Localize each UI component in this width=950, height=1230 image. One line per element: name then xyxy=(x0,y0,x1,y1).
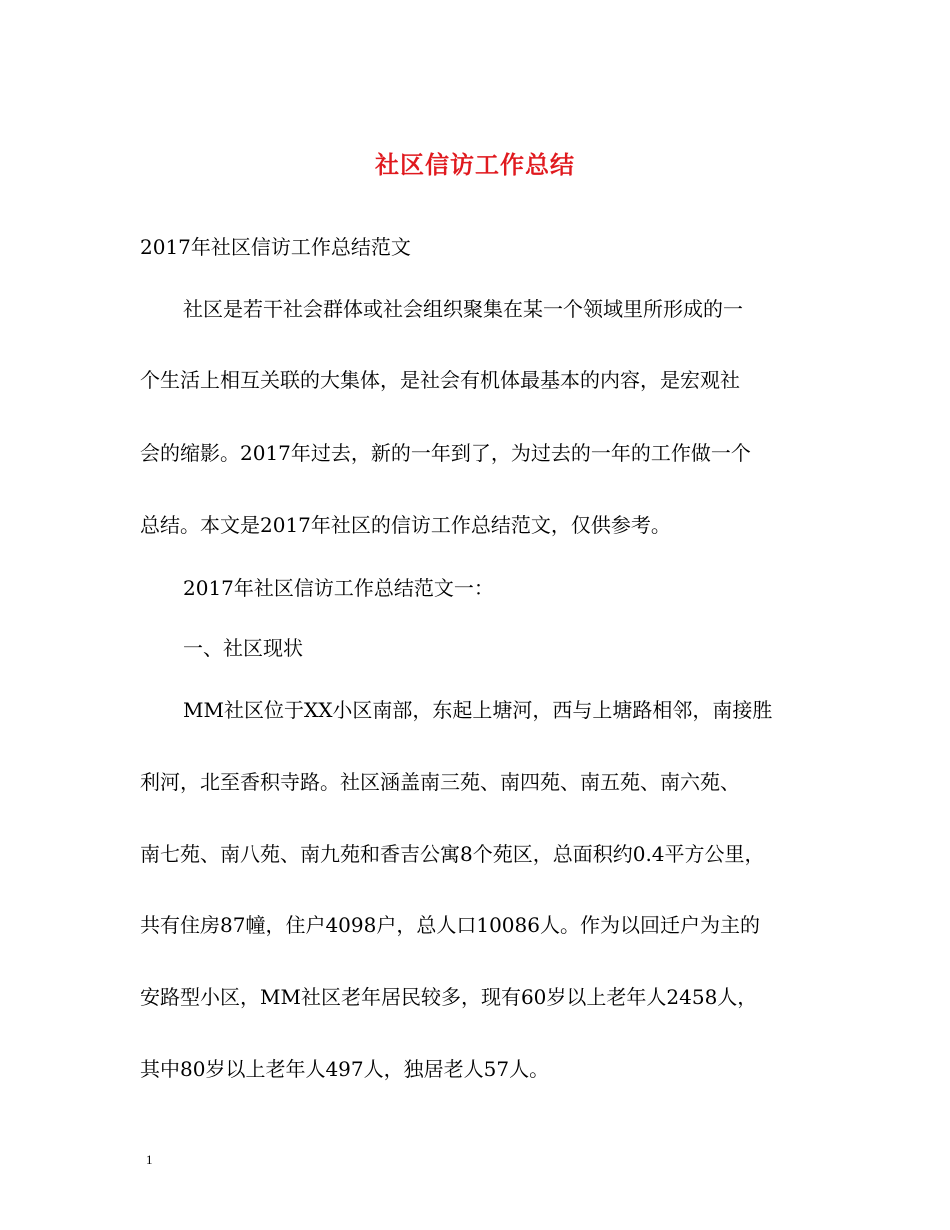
paragraph-line: MM社区位于XX小区南部，东起上塘河，西与上塘路相邻，南接胜 xyxy=(183,698,773,722)
paragraph-line: 个生活上相互关联的大集体，是社会有机体最基本的内容，是宏观社 xyxy=(140,368,740,392)
document-subtitle: 2017年社区信访工作总结范文 xyxy=(140,235,411,259)
paragraph-line: 共有住房87幢，住户4098户，总人口10086人。作为以回迁户为主的 xyxy=(140,913,760,937)
page-number: 1 xyxy=(146,1152,153,1167)
document-title: 社区信访工作总结 xyxy=(375,150,575,179)
paragraph-line: 其中80岁以上老年人497人，独居老人57人。 xyxy=(140,1057,550,1081)
section-heading: 一、社区现状 xyxy=(183,636,303,660)
paragraph-line: 安路型小区，MM社区老年居民较多，现有60岁以上老年人2458人， xyxy=(140,985,758,1009)
section-heading: 2017年社区信访工作总结范文一： xyxy=(183,576,494,600)
paragraph-line: 南七苑、南八苑、南九苑和香吉公寓8个苑区，总面积约0.4平方公里， xyxy=(140,842,765,866)
paragraph-line: 利河，北至香积寺路。社区涵盖南三苑、南四苑、南五苑、南六苑、 xyxy=(140,770,740,794)
paragraph-line: 总结。本文是2017年社区的信访工作总结范文，仅供参考。 xyxy=(140,513,671,537)
paragraph-line: 社区是若干社会群体或社会组织聚集在某一个领域里所形成的一 xyxy=(183,297,743,321)
paragraph-line: 会的缩影。2017年过去，新的一年到了，为过去的一年的工作做一个 xyxy=(140,441,751,465)
